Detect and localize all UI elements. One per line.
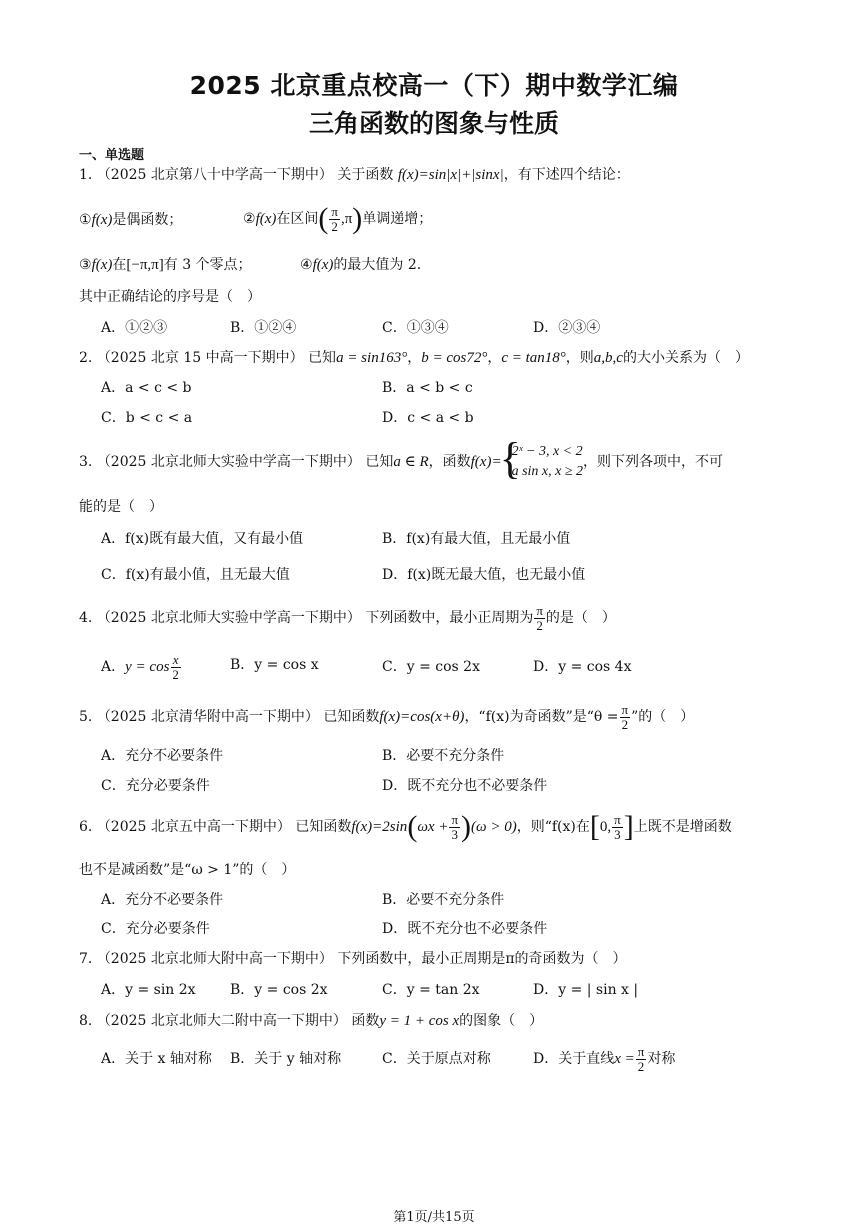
option-c[interactable]: C．充分必要条件 <box>101 921 210 937</box>
stem-text: ，函数 <box>428 454 471 470</box>
stem-text: 已知函数 <box>295 819 352 835</box>
question-number: 4. <box>79 610 93 626</box>
conclusion-marker: ① <box>79 212 92 228</box>
question-2-stem: 2. （2025 北京 15 中高一下期中） 已知a = sin163°，b = cos72°，c = tan18°，则a,b,c的大小关系为（ ） <box>79 350 749 366</box>
stem-text: 的是（ ） <box>545 610 616 626</box>
question-number: 2. <box>79 350 93 366</box>
question-source: （2025 北京五中高一下期中） <box>96 819 291 835</box>
option-a[interactable]: A．y = sin 2x <box>101 982 196 998</box>
stem-text: 已知 <box>308 350 337 366</box>
conclusion-text: 在 <box>112 257 127 273</box>
option-a[interactable]: A．充分不必要条件 <box>101 748 224 764</box>
option-d[interactable]: D．f(x)既无最大值，也无最小值 <box>382 567 586 583</box>
conclusion-text: 的最大值为 2. <box>333 257 422 273</box>
question-source: （2025 北京第八十中学高一下期中） <box>96 167 333 183</box>
formula: f(x)=sin|x|+|sinx| <box>397 167 504 183</box>
formula: c = tan18° <box>501 350 566 366</box>
question-3-stem <box>79 434 724 483</box>
stem-text: 下列函数中，最小正周期为 <box>365 610 534 626</box>
formula: (ω > 0) <box>471 819 517 835</box>
option-c[interactable]: C．y = cos 2x <box>382 659 480 675</box>
option-b[interactable]: B．关于 y 轴对称 <box>230 1051 342 1067</box>
formula: f(x) <box>312 257 334 273</box>
question-8-stem <box>79 1011 543 1031</box>
option-d[interactable]: D．关于直线x = $\frac{\pi}{2}$ 对称 <box>533 1043 676 1074</box>
formula: f(x)=cos(x+θ) <box>379 709 465 725</box>
fraction: $\frac{\pi}{2}$ <box>536 602 543 633</box>
formula: [−π,π] <box>126 257 164 273</box>
document-subtitle: 三角函数的图象与性质 <box>308 109 559 138</box>
option-a[interactable]: A．y = cos $\frac{x}{2}$ <box>101 651 179 682</box>
question-source: （2025 北京北师大实验中学高一下期中） <box>96 454 361 470</box>
question-number: 8. <box>79 1013 93 1029</box>
option-d[interactable]: D．②③④ <box>533 320 601 336</box>
question-number: 3. <box>79 454 93 470</box>
formula: ωx + <box>417 819 449 835</box>
option-b[interactable]: B．a < b < c <box>382 380 473 396</box>
formula: a,b,c <box>593 350 623 366</box>
option-a[interactable]: A．①②③ <box>101 320 168 336</box>
section-heading: 一、单选题 <box>79 148 145 163</box>
stem-text: ，则下列各项中，不可 <box>583 454 724 470</box>
conclusion-text: 有 3 个零点； <box>163 257 252 273</box>
conclusion-text: 是偶函数； <box>112 212 183 228</box>
option-a[interactable]: A．充分不必要条件 <box>101 892 224 908</box>
question-number: 5. <box>79 709 93 725</box>
stem-text: 已知 <box>365 454 394 470</box>
question-source: （2025 北京北师大附中高一下期中） <box>96 951 333 967</box>
conclusion-marker: ④ <box>300 257 313 273</box>
stem-text: 的图象（ ） <box>459 1013 544 1029</box>
question-number: 6. <box>79 819 93 835</box>
question-1-stem <box>79 165 630 185</box>
question-number: 1. <box>79 167 93 183</box>
question-1-ask: 其中正确结论的序号是（ ） <box>79 289 261 305</box>
option-d[interactable]: D．y = cos 4x <box>533 659 632 675</box>
conclusion-marker: ② <box>243 211 256 227</box>
option-a[interactable]: A．a < c < b <box>101 380 192 396</box>
option-d[interactable]: D．c < a < b <box>382 410 474 426</box>
formula: ,π <box>340 211 353 227</box>
option-b[interactable]: B．必要不充分条件 <box>382 892 505 908</box>
question-4-stem <box>79 598 616 638</box>
formula: f(x) <box>255 211 277 227</box>
option-b[interactable]: B．f(x)有最大值，且无最小值 <box>382 531 571 547</box>
stem-text: ，则“f(x)在 <box>516 819 590 835</box>
question-source: （2025 北京北师大实验中学高一下期中） <box>96 610 361 626</box>
question-1-conclusion-3 <box>79 255 252 275</box>
stem-text: 已知函数 <box>323 709 380 725</box>
stem-text: ，有下述四个结论： <box>503 167 630 183</box>
fraction: $\frac{\pi}{2}$ <box>331 203 338 234</box>
question-6-stem-cont: 也不是减函数”是“ω > 1”的（ ） <box>79 862 296 878</box>
option-d[interactable]: D．既不充分也不必要条件 <box>382 921 548 937</box>
option-c[interactable]: C．y = tan 2x <box>382 982 480 998</box>
formula: b = cos72° <box>421 350 488 366</box>
piecewise-function: { 2ˣ − 3, x < 2 a sin x, x ≥ 2 <box>499 434 584 483</box>
conclusion-text: 在区间 <box>276 211 319 227</box>
option-d[interactable]: D．既不充分也不必要条件 <box>382 778 548 794</box>
formula: f(x) <box>91 257 113 273</box>
option-d[interactable]: D．y = | sin x | <box>533 982 639 998</box>
formula: 0, <box>599 819 612 835</box>
question-source: （2025 北京北师大二附中高一下期中） <box>96 1013 347 1029</box>
document-title: 2025 北京重点校高一（下）期中数学汇编 <box>189 71 679 100</box>
formula: a = sin163° <box>336 350 408 366</box>
fraction: $\frac{\pi}{3}$ <box>614 811 621 842</box>
question-1-conclusion-4 <box>300 255 421 275</box>
formula: y = 1 + cos x <box>379 1013 460 1029</box>
question-1-conclusion-2: ②f(x)在区间( $\frac{\pi}{2}$ ,π)单调递增； <box>243 202 433 235</box>
conclusion-text: 单调递增； <box>362 211 433 227</box>
formula: f(x)=2sin <box>351 819 408 835</box>
stem-text: 函数 <box>351 1013 380 1029</box>
fraction: $\frac{\pi}{2}$ <box>621 701 629 732</box>
formula: f(x)= <box>470 454 502 470</box>
formula: a ∈ R <box>393 454 429 470</box>
stem-text: 的大小关系为（ ） <box>622 350 749 366</box>
option-c[interactable]: C．f(x)有最小值，且无最大值 <box>101 567 290 583</box>
option-b[interactable]: B．y = cos 2x <box>230 982 328 998</box>
page-footer: 第1页/共15页 <box>393 1210 475 1225</box>
option-c[interactable]: C．b < c < a <box>101 410 193 426</box>
question-5-stem <box>79 697 694 737</box>
stem-text: ，“f(x)为奇函数”是“θ = <box>464 709 619 725</box>
conclusion-marker: ③ <box>79 257 92 273</box>
question-source: （2025 北京 15 中高一下期中） <box>96 350 304 366</box>
fraction: $\frac{\pi}{3}$ <box>451 811 459 842</box>
stem-text: 下列函数中，最小正周期是π的奇函数为（ ） <box>337 951 627 967</box>
question-number: 7. <box>79 951 93 967</box>
option-c[interactable]: C．①③④ <box>382 320 449 336</box>
question-6-stem: 6. （2025 北京五中高一下期中） 已知函数f(x)=2sin(ωx + $\frac{\pi}{3}$ )(ω > 0)，则“f(x)在[0, $\frac{\pi}{3}$ ]上既不是增函数 <box>79 810 732 843</box>
option-a[interactable]: A．关于 x 轴对称 <box>101 1051 212 1067</box>
option-b[interactable]: B．必要不充分条件 <box>382 748 505 764</box>
question-source: （2025 北京清华附中高一下期中） <box>96 709 319 725</box>
formula: f(x) <box>91 212 113 228</box>
stem-text: 关于函数 <box>337 167 394 183</box>
stem-text: ，则 <box>565 350 594 366</box>
option-a[interactable]: A．f(x)既有最大值，又有最小值 <box>101 531 304 547</box>
option-c[interactable]: C．充分必要条件 <box>101 778 210 794</box>
stem-text: 上既不是增函数 <box>633 819 732 835</box>
question-3-stem-cont: 能的是（ ） <box>79 499 163 515</box>
question-7-stem <box>79 949 627 969</box>
option-b[interactable]: B．y = cos x <box>230 657 319 673</box>
option-b[interactable]: B．①②④ <box>230 320 297 336</box>
question-1-conclusion-1 <box>79 210 182 230</box>
stem-text: ”的（ ） <box>631 709 695 725</box>
option-c[interactable]: C．关于原点对称 <box>382 1051 491 1067</box>
